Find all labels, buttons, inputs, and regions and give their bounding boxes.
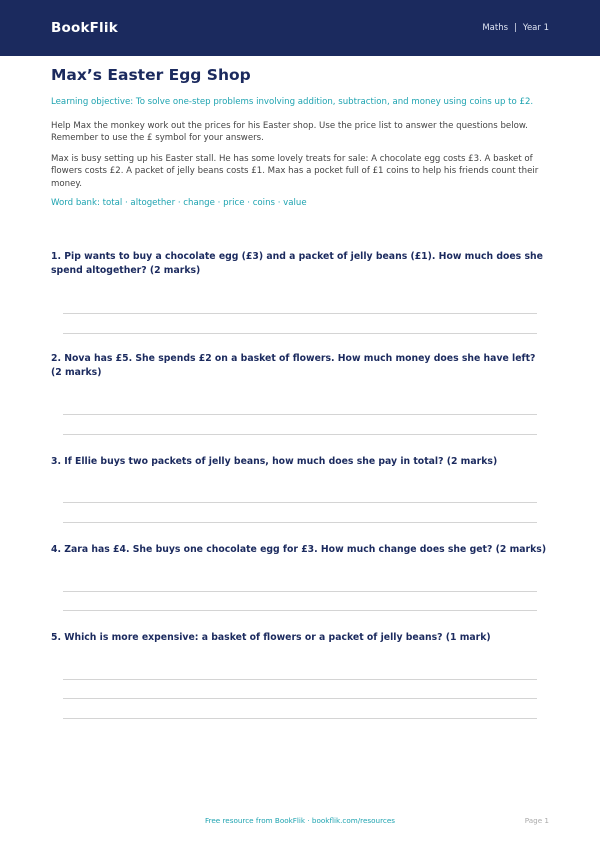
question-5 bbox=[51, 631, 549, 645]
answer-line[interactable] bbox=[63, 434, 537, 435]
year-group: Year 1 bbox=[522, 23, 549, 33]
answer-line[interactable] bbox=[63, 333, 537, 334]
intro-paragraph: Help Max the monkey work out the prices for his Easter shop. Use the price list to answer the questions below. Remember to use the £ symbol for your answers. bbox=[51, 120, 528, 143]
question-text: 4. Zara has £4. She buys one chocolate egg for £3. How much change does she get? (2 marks) bbox=[51, 544, 547, 555]
answer-line[interactable] bbox=[63, 522, 537, 523]
question-1 bbox=[51, 250, 549, 278]
answer-line[interactable] bbox=[63, 718, 537, 719]
word-bank: Word bank: total · altogether · change · price · coins · value bbox=[51, 198, 307, 208]
question-3 bbox=[51, 455, 549, 469]
question-text: 5. Which is more expensive: a basket of flowers or a packet of jelly beans? (1 mark) bbox=[51, 632, 491, 643]
answer-line[interactable] bbox=[63, 679, 537, 680]
answer-line[interactable] bbox=[63, 698, 537, 699]
brand-logo: BookFlik bbox=[51, 20, 118, 36]
intro-section bbox=[51, 66, 549, 208]
answer-line[interactable] bbox=[63, 610, 537, 611]
footer-credit: Free resource from BookFlik · bookflik.com/resources bbox=[204, 816, 396, 825]
question-text: 2. Nova has £5. She spends £2 on a basket of flowers. How much money does she have left? (2 marks) bbox=[51, 353, 536, 378]
learning-objective: Learning objective: To solve one-step problems involving addition, subtraction, and money using coins up to £2. bbox=[51, 97, 534, 107]
subject-name: Maths bbox=[482, 23, 509, 33]
question-4 bbox=[51, 543, 549, 557]
answer-line[interactable] bbox=[63, 591, 537, 592]
header-bar bbox=[0, 0, 600, 56]
question-2 bbox=[51, 352, 549, 380]
answer-line[interactable] bbox=[63, 502, 537, 503]
question-text: 3. If Ellie buys two packets of jelly beans, how much does she pay in total? (2 marks) bbox=[51, 456, 498, 467]
question-text: 1. Pip wants to buy a chocolate egg (£3) and a packet of jelly beans (£1). How much does she spend altogether? (2 marks) bbox=[51, 251, 543, 276]
answer-line[interactable] bbox=[63, 313, 537, 314]
answer-line[interactable] bbox=[63, 414, 537, 415]
page-number: Page 1 bbox=[524, 816, 549, 825]
story-paragraph: Max is busy setting up his Easter stall. He has some lovely treats for sale: A chocolate egg costs £3. A basket of flowers costs £2. A packet of jelly beans costs £1. Max has a pocket full of £1 coins to help his friends count their money. bbox=[51, 153, 539, 189]
subject-separator: | bbox=[514, 23, 517, 33]
page-title: Max’s Easter Egg Shop bbox=[51, 66, 251, 84]
subject-label bbox=[482, 23, 549, 33]
